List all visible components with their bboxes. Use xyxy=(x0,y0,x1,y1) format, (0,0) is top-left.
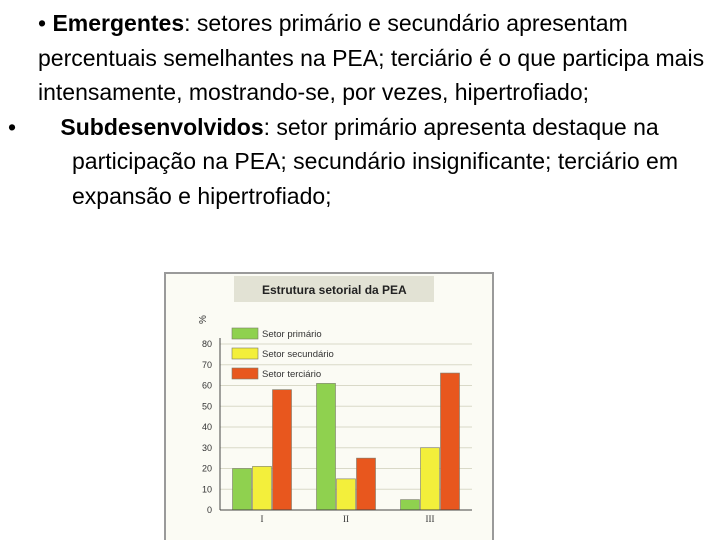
y-tick-label: 70 xyxy=(201,359,212,370)
bar-primario xyxy=(317,383,336,510)
bar-secundario xyxy=(421,448,440,510)
bullet: • xyxy=(38,10,47,36)
paragraph-subdesenvolvidos xyxy=(8,110,708,214)
y-tick-label: 80 xyxy=(201,339,212,349)
y-tick-label: 60 xyxy=(201,380,212,391)
y-tick-label: 30 xyxy=(201,442,212,453)
emergentes-description: : setores primário e secundário apresentam percentuais semelhantes na PEA; terciário é o que participa mais intensamente, mostrando-se, por vezes, hipertrofiado; xyxy=(38,10,705,105)
legend-label: Setor terciário xyxy=(262,369,322,380)
bar-primario xyxy=(401,500,420,510)
legend-label: Setor primário xyxy=(262,329,322,340)
bar-terciario xyxy=(441,373,460,510)
y-tick-label: 0 xyxy=(206,505,212,515)
x-tick-label: II xyxy=(343,514,349,524)
y-tick-label: 20 xyxy=(201,463,212,474)
bar-primario xyxy=(233,469,252,511)
bar-terciario xyxy=(273,390,292,510)
x-tick-label: III xyxy=(425,514,435,524)
term-subdesenvolvidos: Subdesenvolvidos xyxy=(60,113,264,140)
legend-label: Setor secundário xyxy=(262,349,334,360)
y-axis-label: % xyxy=(198,315,209,324)
y-tick-label: 50 xyxy=(201,401,212,412)
x-tick-label: I xyxy=(260,514,264,524)
legend-swatch xyxy=(232,328,258,339)
text-block xyxy=(8,6,708,213)
bullet: • xyxy=(8,113,17,140)
bars xyxy=(233,373,460,510)
subdesenvolvidos-description: : setor primário apresenta destaque na participação na PEA; secundário insignificante; terciário em expansão e hipertrofiado; xyxy=(72,113,678,209)
y-tick-label: 40 xyxy=(201,422,212,432)
bar-secundario xyxy=(337,479,356,510)
legend-swatch xyxy=(232,368,258,379)
bar-secundario xyxy=(253,466,272,510)
bar-chart xyxy=(166,274,492,540)
term-emergentes: Emergentes xyxy=(52,10,185,36)
paragraph-emergentes xyxy=(38,6,708,110)
legend xyxy=(232,328,334,380)
legend-swatch xyxy=(232,348,258,359)
bar-terciario xyxy=(357,458,376,510)
chart-title: Estrutura setorial da PEA xyxy=(262,283,407,297)
y-tick-label: 10 xyxy=(201,484,212,495)
chart-frame xyxy=(164,272,494,540)
